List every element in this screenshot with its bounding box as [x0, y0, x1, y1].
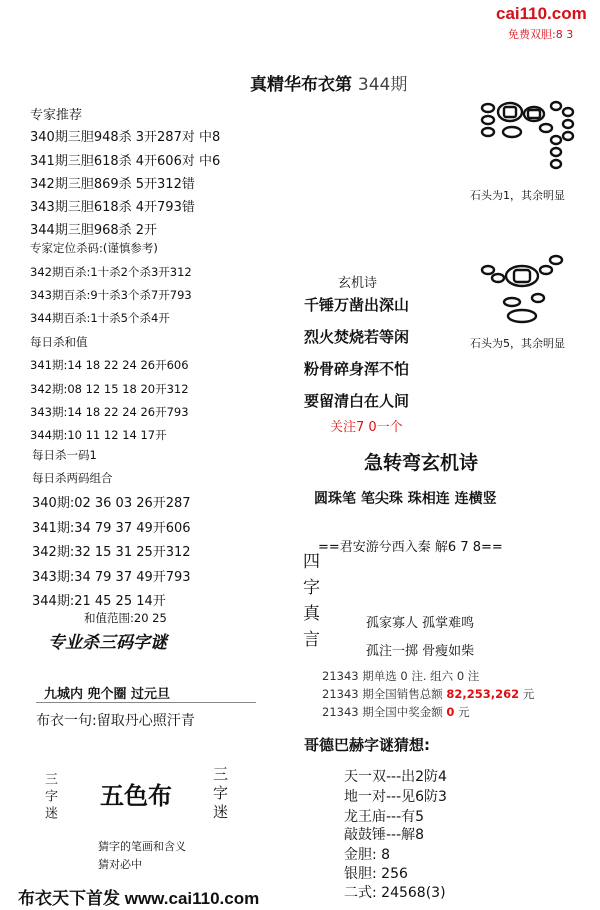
- riddle-note: 猜对必中: [98, 858, 142, 871]
- daily-sum-line: 344期:10 11 12 14 17开: [30, 428, 167, 442]
- daily-two-line: 343期:34 79 37 49开793: [32, 570, 191, 585]
- page-title: [250, 70, 407, 95]
- jizhuan-title: 急转弯玄机诗: [364, 452, 479, 474]
- godel-title: 哥德巴赫字谜猜想:: [304, 736, 430, 754]
- five-color-cloth: 五色布: [100, 782, 172, 810]
- expert-line: 344期三胆968杀 2开: [30, 223, 158, 238]
- position-kill-line: 344期百杀:1十杀5个杀4开: [30, 311, 170, 325]
- jizhuan-line: ==君安游兮西入秦 解6 7 8==: [318, 540, 503, 555]
- jizhuan-subtitle: 圆珠笔 笔尖珠 珠相连 连横竖: [314, 491, 497, 507]
- godel-line: 龙王庙---有5: [344, 809, 425, 825]
- daily-two-line: 344期:21 45 25 14开: [32, 594, 166, 609]
- stats-prize-label: 21343 期全国中奖金额: [322, 705, 443, 719]
- divider: [36, 702, 256, 703]
- two-form: 二式: 24568(3): [344, 885, 446, 901]
- gold-dan: 金胆: 8: [344, 847, 391, 863]
- title-text: 真精华布衣第: [250, 75, 352, 95]
- position-kill-line: 342期百杀:1十杀2个杀3开312: [30, 265, 192, 279]
- daily-one-heading: 每日杀一码1: [32, 448, 97, 462]
- footer-text: 布衣天下首发 www.cai110.com: [18, 889, 260, 908]
- poem-line: 粉骨碎身浑不怕: [304, 360, 410, 378]
- expert-line: 343期三胆618杀 4开793错: [30, 200, 195, 215]
- stats-sales-label: 21343 期全国销售总额: [322, 687, 443, 701]
- image-caption-bottom: 石头为5，其余明显: [470, 337, 565, 350]
- poem-line: 要留清白在人间: [304, 392, 410, 410]
- daily-sum-line: 342期:08 12 15 18 20开312: [30, 382, 189, 396]
- daily-sum-heading: 每日杀和值: [30, 335, 88, 349]
- buyi-line: 布衣一句:留取丹心照汗青: [36, 713, 195, 729]
- stats-prize-value: 0: [446, 705, 455, 719]
- expert-line: 341期三胆618杀 4开606对 中6: [30, 154, 221, 169]
- stone-riddle-image-top: [476, 92, 586, 182]
- daily-two-line: 340期:02 36 03 26开287: [32, 496, 191, 511]
- expert-line: 342期三胆869杀 5开312错: [30, 177, 195, 192]
- stats-prize-unit: 元: [458, 705, 470, 719]
- daily-sum-line: 343期:14 18 22 24 26开793: [30, 405, 189, 419]
- jiucheng-line: 九城内 兜个圈 过元旦: [44, 687, 171, 702]
- daily-two-line: 341期:34 79 37 49开606: [32, 521, 191, 536]
- sizi-vertical: 四字真言: [299, 552, 319, 656]
- position-kill-heading: 专家定位杀码:(谨慎参考): [30, 241, 158, 255]
- free-double-label: 免费双胆:8 3: [508, 28, 574, 41]
- follow-note: 关注7 0一个: [330, 420, 403, 435]
- sum-range: 和值范围:20 25: [84, 611, 167, 625]
- stats-prize: [322, 704, 470, 720]
- stats-line: 21343 期单选 0 注. 组六 0 注: [322, 669, 480, 683]
- expert-heading: 专家推荐: [30, 108, 83, 123]
- image-caption-top: 石头为1，其余明显: [470, 189, 565, 202]
- stats-sales: [322, 686, 534, 702]
- riddle-pro-title: 专业杀三码字谜: [48, 633, 167, 653]
- godel-line: 天一双---出2防4: [344, 769, 447, 785]
- poem-line: 烈火焚烧若等闲: [304, 328, 410, 346]
- sizi-line: 孤注一掷 骨瘦如柴: [366, 644, 475, 659]
- stats-sales-value: 82,253,262: [446, 687, 520, 701]
- godel-line: 地一对---见6防3: [344, 789, 447, 805]
- xuanji-label: 玄机诗: [338, 276, 378, 291]
- poem-line: 千锤万凿出深山: [304, 296, 410, 314]
- three-riddle-left: 三字迷: [42, 772, 57, 823]
- position-kill-line: 343期百杀:9十杀3个杀7开793: [30, 288, 192, 302]
- sizi-line: 孤家寡人 孤掌难鸣: [366, 616, 475, 631]
- daily-sum-line: 341期:14 18 22 24 26开606: [30, 358, 189, 372]
- stone-riddle-image-bottom: [476, 250, 586, 330]
- three-riddle-right: 三字迷: [211, 766, 229, 823]
- stats-sales-unit: 元: [522, 687, 535, 701]
- expert-line: 340期三胆948杀 3开287对 中8: [30, 130, 221, 145]
- site-logo[interactable]: cai110.com: [496, 4, 587, 23]
- daily-two-heading: 每日杀两码组合: [32, 471, 113, 485]
- daily-two-line: 342期:32 15 31 25开312: [32, 545, 191, 560]
- issue-number: 344期: [357, 75, 408, 95]
- godel-line: 敲鼓锤---解8: [344, 827, 425, 843]
- riddle-note: 猜字的笔画和含义: [98, 840, 186, 853]
- silver-dan: 银胆: 256: [344, 866, 408, 882]
